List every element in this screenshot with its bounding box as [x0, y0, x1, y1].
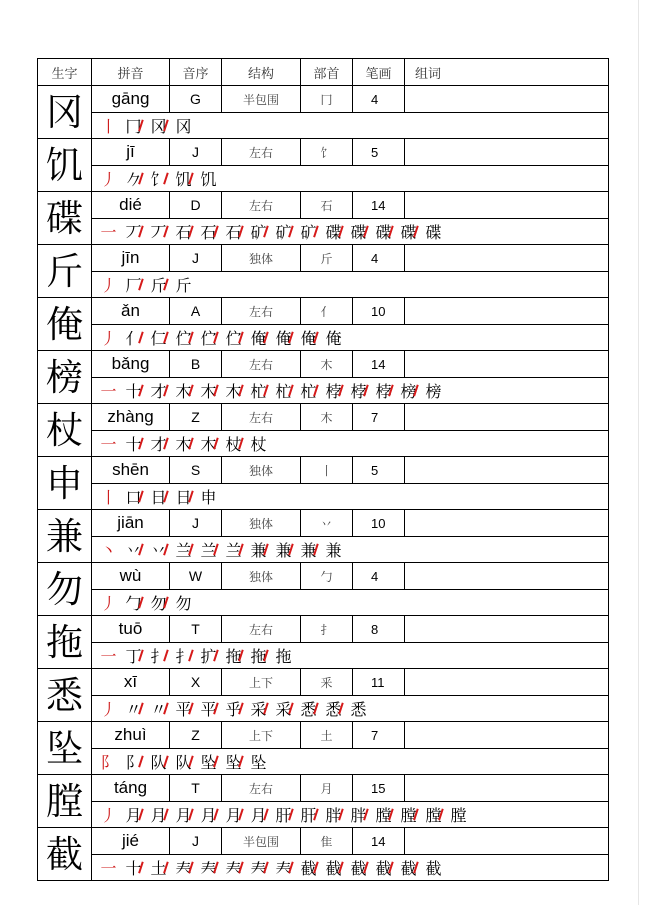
- stroke-step: 榜: [425, 382, 442, 401]
- stroke-step: 碟: [371, 220, 396, 243]
- stroke-order-sequence: [92, 325, 609, 351]
- word-group-cell[interactable]: [405, 775, 609, 802]
- stroke-step: 坠: [250, 753, 267, 772]
- stroke-step: 阝: [121, 750, 146, 773]
- header-words: 组词: [405, 59, 609, 86]
- header-structure: 结构: [222, 59, 301, 86]
- pinyin-cell: táng: [92, 775, 170, 802]
- stroke-step: 截: [321, 856, 346, 879]
- stroke-count-cell: 8: [353, 616, 405, 643]
- radical-cell: 木: [301, 404, 353, 431]
- stroke-step: 仁: [146, 326, 171, 349]
- stroke-count-cell: 4: [353, 86, 405, 113]
- stroke-step: 才: [146, 379, 171, 402]
- stroke-step: 扌: [146, 644, 171, 667]
- stroke-step: 乎: [221, 697, 246, 720]
- stroke-step: 𡗗: [246, 856, 271, 879]
- stroke-step: 月: [171, 803, 196, 826]
- page-edge: [638, 0, 639, 905]
- stroke-step: 胖: [346, 803, 371, 826]
- stroke-step: 丿: [100, 806, 117, 825]
- stroke-step: 木: [171, 379, 196, 402]
- stroke-step: 一: [100, 647, 117, 666]
- character-cell: 膛: [38, 775, 92, 828]
- header-order: 音序: [170, 59, 222, 86]
- stroke-step: 木: [196, 379, 221, 402]
- stroke-step: 杖: [221, 432, 246, 455]
- stroke-step: 伫: [196, 326, 221, 349]
- character-row: [38, 510, 609, 537]
- character-row: [38, 139, 609, 166]
- stroke-step: 兼: [325, 541, 342, 560]
- radical-cell: 月: [301, 775, 353, 802]
- stroke-step: 木: [196, 432, 221, 455]
- stroke-step: 采: [271, 697, 296, 720]
- character-cell: 勿: [38, 563, 92, 616]
- sound-order-cell: J: [170, 245, 222, 272]
- structure-cell: 左右: [222, 616, 301, 643]
- radical-cell: 土: [301, 722, 353, 749]
- stroke-step: 𡗗: [221, 856, 246, 879]
- stroke-order-row: [38, 166, 609, 192]
- stroke-step: 勹: [121, 591, 146, 614]
- stroke-step: 杧: [296, 379, 321, 402]
- stroke-step: 俺: [271, 326, 296, 349]
- structure-cell: 半包围: [222, 828, 301, 855]
- stroke-step: 才: [146, 432, 171, 455]
- stroke-step: 丶: [100, 541, 117, 560]
- stroke-step: 膛: [450, 806, 467, 825]
- character-cell: 杖: [38, 404, 92, 457]
- header-strokes: 笔画: [353, 59, 405, 86]
- character-row: [38, 457, 609, 484]
- stroke-count-cell: 10: [353, 298, 405, 325]
- stroke-step: 丷: [121, 538, 146, 561]
- stroke-count-cell: 11: [353, 669, 405, 696]
- radical-cell: 丨: [301, 457, 353, 484]
- pinyin-cell: bǎng: [92, 351, 170, 378]
- stroke-step: 队: [171, 750, 196, 773]
- character-cell: 碟: [38, 192, 92, 245]
- stroke-count-cell: 14: [353, 351, 405, 378]
- pinyin-cell: wù: [92, 563, 170, 590]
- pinyin-cell: ǎn: [92, 298, 170, 325]
- header-char: 生字: [38, 59, 92, 86]
- stroke-step: 兼: [246, 538, 271, 561]
- sound-order-cell: J: [170, 139, 222, 166]
- stroke-step: 兰: [196, 538, 221, 561]
- stroke-order-row: [38, 643, 609, 669]
- stroke-step: 勿: [146, 591, 171, 614]
- character-cell: 悉: [38, 669, 92, 722]
- character-worksheet-table: [37, 58, 609, 881]
- stroke-step: 口: [121, 485, 146, 508]
- character-row: [38, 351, 609, 378]
- structure-cell: 独体: [222, 245, 301, 272]
- stroke-order-row: [38, 749, 609, 775]
- character-cell: 榜: [38, 351, 92, 404]
- stroke-step: 俺: [246, 326, 271, 349]
- radical-cell: 扌: [301, 616, 353, 643]
- pinyin-cell: jīn: [92, 245, 170, 272]
- word-group-cell[interactable]: [405, 510, 609, 537]
- character-row: [38, 669, 609, 696]
- structure-cell: 左右: [222, 775, 301, 802]
- character-row: [38, 616, 609, 643]
- stroke-step: 厂: [121, 273, 146, 296]
- stroke-order-row: [38, 378, 609, 404]
- stroke-order-row: [38, 113, 609, 139]
- pinyin-cell: xī: [92, 669, 170, 696]
- stroke-step: 截: [371, 856, 396, 879]
- stroke-order-row: [38, 696, 609, 722]
- stroke-step: 肝: [296, 803, 321, 826]
- stroke-step: 桲: [346, 379, 371, 402]
- stroke-count-cell: 15: [353, 775, 405, 802]
- pinyin-cell: shēn: [92, 457, 170, 484]
- word-group-cell[interactable]: [405, 298, 609, 325]
- header-pinyin: 拼音: [92, 59, 170, 86]
- character-row: [38, 722, 609, 749]
- stroke-step: 石: [171, 220, 196, 243]
- stroke-count-cell: 5: [353, 457, 405, 484]
- stroke-step: 胖: [321, 803, 346, 826]
- radical-cell: 丷: [301, 510, 353, 537]
- stroke-step: 杖: [250, 435, 267, 454]
- pinyin-cell: dié: [92, 192, 170, 219]
- radical-cell: 饣: [301, 139, 353, 166]
- stroke-order-sequence: [92, 431, 609, 457]
- pinyin-cell: zhàng: [92, 404, 170, 431]
- stroke-step: 悉: [321, 697, 346, 720]
- stroke-step: 申: [200, 488, 217, 507]
- sound-order-cell: Z: [170, 404, 222, 431]
- structure-cell: 独体: [222, 563, 301, 590]
- character-row: [38, 192, 609, 219]
- structure-cell: 上下: [222, 669, 301, 696]
- stroke-order-sequence: [92, 643, 609, 669]
- character-row: [38, 775, 609, 802]
- stroke-order-sequence: [92, 590, 609, 616]
- structure-cell: 左右: [222, 351, 301, 378]
- word-group-cell[interactable]: [405, 351, 609, 378]
- stroke-step: 勿: [175, 594, 192, 613]
- character-row: [38, 563, 609, 590]
- stroke-step: 日: [171, 485, 196, 508]
- stroke-step: 丆: [146, 220, 171, 243]
- stroke-step: 拖: [246, 644, 271, 667]
- stroke-step: 冂: [121, 114, 146, 137]
- stroke-step: 截: [346, 856, 371, 879]
- radical-cell: 石: [301, 192, 353, 219]
- stroke-count-cell: 5: [353, 139, 405, 166]
- stroke-step: 兼: [271, 538, 296, 561]
- stroke-step: 木: [171, 432, 196, 455]
- word-group-cell[interactable]: [405, 722, 609, 749]
- stroke-step: 十: [121, 432, 146, 455]
- stroke-step: 丿: [100, 329, 117, 348]
- stroke-step: 月: [221, 803, 246, 826]
- stroke-step: 平: [196, 697, 221, 720]
- word-group-cell[interactable]: [405, 86, 609, 113]
- structure-cell: 左右: [222, 192, 301, 219]
- stroke-step: 𡗗: [171, 856, 196, 879]
- character-cell: 坠: [38, 722, 92, 775]
- stroke-step: 月: [121, 803, 146, 826]
- structure-cell: 左右: [222, 404, 301, 431]
- stroke-step: 月: [246, 803, 271, 826]
- structure-cell: 左右: [222, 298, 301, 325]
- stroke-step: 截: [396, 856, 421, 879]
- structure-cell: 上下: [222, 722, 301, 749]
- word-group-cell[interactable]: [405, 192, 609, 219]
- stroke-order-sequence: [92, 537, 609, 563]
- stroke-step: 肝: [271, 803, 296, 826]
- stroke-step: 饣: [146, 167, 171, 190]
- stroke-step: 膛: [421, 803, 446, 826]
- word-group-cell[interactable]: [405, 563, 609, 590]
- stroke-step: 〃: [146, 697, 171, 720]
- character-cell: 俺: [38, 298, 92, 351]
- stroke-step: 矿: [296, 220, 321, 243]
- pinyin-cell: gāng: [92, 86, 170, 113]
- stroke-step: 伫: [221, 326, 246, 349]
- stroke-order-row: [38, 537, 609, 563]
- sound-order-cell: G: [170, 86, 222, 113]
- stroke-order-sequence: [92, 484, 609, 510]
- stroke-step: 队: [146, 750, 171, 773]
- stroke-step: 兰: [171, 538, 196, 561]
- stroke-step: 碟: [396, 220, 421, 243]
- structure-cell: 左右: [222, 139, 301, 166]
- word-group-cell[interactable]: [405, 669, 609, 696]
- stroke-step: 碟: [425, 223, 442, 242]
- stroke-step: 矿: [246, 220, 271, 243]
- pinyin-cell: jī: [92, 139, 170, 166]
- stroke-step: 采: [246, 697, 271, 720]
- stroke-step: 兼: [296, 538, 321, 561]
- stroke-step: 日: [146, 485, 171, 508]
- stroke-step: 土: [146, 856, 171, 879]
- word-group-cell[interactable]: [405, 245, 609, 272]
- stroke-step: 一: [100, 223, 117, 242]
- stroke-step: 丷: [146, 538, 171, 561]
- stroke-step: 截: [425, 859, 442, 878]
- character-cell: 拖: [38, 616, 92, 669]
- stroke-order-sequence: [92, 855, 609, 881]
- stroke-step: 饥: [171, 167, 196, 190]
- word-group-cell[interactable]: [405, 457, 609, 484]
- stroke-count-cell: 7: [353, 722, 405, 749]
- stroke-order-sequence: [92, 749, 609, 775]
- stroke-step: 杧: [246, 379, 271, 402]
- stroke-step: 𡗗: [196, 856, 221, 879]
- stroke-order-sequence: [92, 802, 609, 828]
- sound-order-cell: B: [170, 351, 222, 378]
- character-cell: 冈: [38, 86, 92, 139]
- stroke-step: 膛: [396, 803, 421, 826]
- stroke-step: 冈: [146, 114, 171, 137]
- radical-cell: 亻: [301, 298, 353, 325]
- stroke-order-row: [38, 590, 609, 616]
- sound-order-cell: X: [170, 669, 222, 696]
- stroke-count-cell: 14: [353, 828, 405, 855]
- structure-cell: 独体: [222, 457, 301, 484]
- stroke-count-cell: 4: [353, 563, 405, 590]
- stroke-step: 扩: [196, 644, 221, 667]
- stroke-step: 一: [100, 435, 117, 454]
- word-group-cell[interactable]: [405, 404, 609, 431]
- stroke-order-row: [38, 272, 609, 298]
- stroke-step: 碟: [321, 220, 346, 243]
- stroke-order-sequence: [92, 219, 609, 245]
- radical-cell: 勹: [301, 563, 353, 590]
- stroke-step: 石: [196, 220, 221, 243]
- radical-cell: 斤: [301, 245, 353, 272]
- sound-order-cell: T: [170, 775, 222, 802]
- stroke-order-row: [38, 219, 609, 245]
- stroke-count-cell: 10: [353, 510, 405, 537]
- stroke-step: 斤: [146, 273, 171, 296]
- stroke-order-sequence: [92, 696, 609, 722]
- pinyin-cell: jié: [92, 828, 170, 855]
- stroke-step: 俺: [296, 326, 321, 349]
- stroke-step: 扌: [171, 644, 196, 667]
- word-group-cell[interactable]: [405, 616, 609, 643]
- character-cell: 截: [38, 828, 92, 881]
- stroke-step: 亻: [121, 326, 146, 349]
- stroke-step: 冈: [175, 117, 192, 136]
- structure-cell: 独体: [222, 510, 301, 537]
- stroke-step: 拖: [221, 644, 246, 667]
- stroke-order-sequence: [92, 378, 609, 404]
- stroke-step: 悉: [350, 700, 367, 719]
- sound-order-cell: J: [170, 510, 222, 537]
- stroke-step: 榜: [396, 379, 421, 402]
- stroke-order-row: [38, 431, 609, 457]
- stroke-count-cell: 7: [353, 404, 405, 431]
- radical-cell: 釆: [301, 669, 353, 696]
- header-radical: 部首: [301, 59, 353, 86]
- character-cell: 斤: [38, 245, 92, 298]
- stroke-order-row: [38, 325, 609, 351]
- pinyin-cell: zhuì: [92, 722, 170, 749]
- stroke-order-sequence: [92, 166, 609, 192]
- stroke-step: 𡗗: [271, 856, 296, 879]
- character-row: [38, 86, 609, 113]
- word-group-cell[interactable]: [405, 828, 609, 855]
- stroke-count-cell: 4: [353, 245, 405, 272]
- pinyin-cell: tuō: [92, 616, 170, 643]
- character-row: [38, 245, 609, 272]
- stroke-step: 十: [121, 379, 146, 402]
- stroke-step: 石: [221, 220, 246, 243]
- character-cell: 申: [38, 457, 92, 510]
- stroke-order-sequence: [92, 272, 609, 298]
- stroke-step: 兰: [221, 538, 246, 561]
- stroke-step: 坠: [196, 750, 221, 773]
- sound-order-cell: W: [170, 563, 222, 590]
- stroke-step: 阝: [100, 753, 117, 772]
- sound-order-cell: S: [170, 457, 222, 484]
- sound-order-cell: J: [170, 828, 222, 855]
- stroke-order-row: [38, 802, 609, 828]
- stroke-step: 丿: [100, 700, 117, 719]
- radical-cell: 冂: [301, 86, 353, 113]
- stroke-step: 桲: [371, 379, 396, 402]
- stroke-step: 𠂊: [121, 167, 146, 190]
- stroke-step: 伫: [171, 326, 196, 349]
- stroke-step: 悉: [296, 697, 321, 720]
- stroke-step: 十: [121, 856, 146, 879]
- stroke-step: 〃: [121, 697, 146, 720]
- header-row: [38, 59, 609, 86]
- stroke-step: 月: [196, 803, 221, 826]
- stroke-step: 木: [221, 379, 246, 402]
- sound-order-cell: A: [170, 298, 222, 325]
- stroke-step: 丿: [100, 170, 117, 189]
- character-cell: 饥: [38, 139, 92, 192]
- character-row: [38, 404, 609, 431]
- stroke-step: 拖: [275, 647, 292, 666]
- stroke-step: 丿: [100, 594, 117, 613]
- structure-cell: 半包围: [222, 86, 301, 113]
- stroke-step: 饥: [200, 170, 217, 189]
- stroke-step: 一: [100, 859, 117, 878]
- stroke-count-cell: 14: [353, 192, 405, 219]
- stroke-step: 斤: [175, 276, 192, 295]
- sound-order-cell: D: [170, 192, 222, 219]
- pinyin-cell: jiān: [92, 510, 170, 537]
- stroke-step: 丨: [100, 488, 117, 507]
- stroke-step: 月: [146, 803, 171, 826]
- sound-order-cell: T: [170, 616, 222, 643]
- stroke-order-sequence: [92, 113, 609, 139]
- character-row: [38, 828, 609, 855]
- radical-cell: 木: [301, 351, 353, 378]
- stroke-step: 桲: [321, 379, 346, 402]
- stroke-step: 丆: [121, 220, 146, 243]
- stroke-step: 平: [171, 697, 196, 720]
- sound-order-cell: Z: [170, 722, 222, 749]
- stroke-step: 丨: [100, 117, 117, 136]
- character-row: [38, 298, 609, 325]
- stroke-step: 膛: [371, 803, 396, 826]
- stroke-order-row: [38, 484, 609, 510]
- stroke-step: 坠: [221, 750, 246, 773]
- stroke-step: 一: [100, 382, 117, 401]
- radical-cell: 隹: [301, 828, 353, 855]
- stroke-step: 俺: [325, 329, 342, 348]
- stroke-step: 矿: [271, 220, 296, 243]
- stroke-step: 截: [296, 856, 321, 879]
- stroke-step: 丁: [121, 644, 146, 667]
- word-group-cell[interactable]: [405, 139, 609, 166]
- character-cell: 兼: [38, 510, 92, 563]
- stroke-step: 碟: [346, 220, 371, 243]
- stroke-order-row: [38, 855, 609, 881]
- stroke-step: 丿: [100, 276, 117, 295]
- stroke-step: 杧: [271, 379, 296, 402]
